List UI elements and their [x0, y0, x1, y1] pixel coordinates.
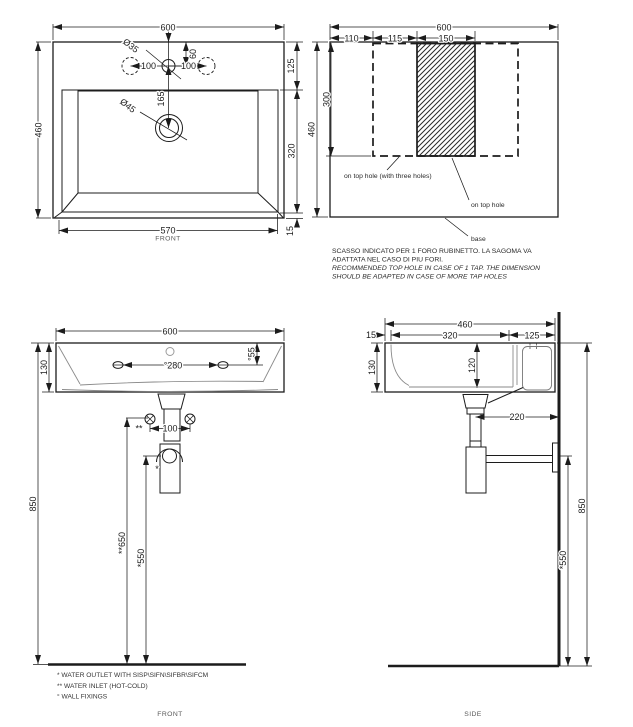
footnote-fixings: ° WALL FIXINGS — [57, 693, 108, 701]
dim-deck-depth: 125 — [286, 58, 296, 74]
dim-side-apron: 130 — [367, 359, 377, 376]
drain-hole-group — [140, 112, 187, 142]
dim-apron-height: 130 — [39, 359, 49, 376]
top-plan-view — [34, 23, 304, 243]
dim-bowl-depth-plan: 320 — [286, 143, 297, 159]
dim-top-plan-width: 600 — [160, 22, 176, 33]
caption-front-elevation: FRONT — [157, 711, 183, 718]
drain-flange — [158, 394, 185, 409]
footnote-inlet: ** WATER INLET (HOT-COLD) — [57, 683, 148, 690]
dim-hole-right: 100 — [180, 61, 197, 71]
front-elevation-view — [28, 327, 284, 719]
dim-side-lip: 15 — [365, 330, 377, 340]
notes-block — [332, 248, 540, 281]
top-plan-dimension-lines — [33, 24, 303, 237]
drain-hole-inner — [160, 119, 179, 138]
single-hole-cutout — [417, 44, 475, 157]
one-hole-leader — [452, 158, 469, 200]
dim-tap-from-top: 60 — [188, 48, 198, 60]
label-base: base — [471, 236, 486, 243]
siphon-trap-front — [157, 444, 183, 493]
label-one-hole: on top hole — [471, 202, 505, 209]
dim-total-height-side: 850 — [577, 498, 587, 514]
note-line-4: SHOULD BE ADAPTED IN CASE OF MORE TAP HOLES — [332, 273, 507, 281]
dim-side-depth: 460 — [457, 319, 473, 330]
dim-seg1: 110 — [344, 33, 359, 44]
front-elev-dimension-lines — [31, 328, 284, 665]
water-inlet-symbol-left — [145, 414, 155, 424]
dim-outlet-height-front: *550 — [136, 548, 146, 568]
dim-base-width: 600 — [436, 22, 452, 33]
dim-top-plan-height: 460 — [33, 122, 44, 138]
dim-cut-height: 300 — [321, 91, 332, 108]
dim-bowl-inner-depth: 120 — [467, 357, 477, 374]
note-line-2: ADATTATA NEL CASO DI PIU FORI. — [332, 256, 444, 264]
dim-inlet-span: 100 — [162, 423, 178, 434]
drain-plumbing-front — [145, 394, 195, 493]
label-three-holes: on top hole (with three holes) — [344, 173, 432, 180]
dim-drain-diameter: Ø45 — [118, 96, 138, 115]
dim-seg3: 150 — [438, 33, 454, 44]
footnotes-block — [57, 672, 208, 701]
dim-side-bowl: 320 — [442, 330, 458, 341]
dim-total-height-front: 850 — [28, 496, 38, 512]
dim-front-width: 600 — [162, 326, 178, 337]
drain-flange-side — [463, 395, 488, 409]
marker-inlet: ** — [135, 423, 143, 434]
footnote-outlet: * WATER OUTLET WITH SISP\SIFN\SIFBR\SIFCM — [57, 672, 209, 679]
dim-base-height: 460 — [306, 121, 317, 138]
drain-channel-line — [488, 388, 523, 404]
dim-inlet-height: **650 — [117, 531, 127, 555]
dim-fixing-span: °280 — [163, 360, 183, 371]
dim-hole-left: 100 — [140, 61, 157, 71]
drain-plumbing-side — [463, 388, 560, 494]
dim-tap-diameter: Ø35 — [121, 36, 141, 55]
base-plan-view — [307, 23, 559, 281]
water-inlet-symbol-right — [185, 414, 195, 424]
note-line-1: SCASSO INDICATO PER 1 FORO RUBINETTO. LA SAGOMA VA — [332, 248, 532, 255]
caption-side-elevation: SIDE — [464, 711, 482, 718]
note-line-3: RECOMMENDED TOP HOLE IN CASE OF 1 TAP. THE DIMENSION — [332, 265, 541, 272]
dim-outlet-height-side: *550 — [558, 550, 568, 570]
dim-tap-to-drain: 165 — [156, 91, 166, 107]
dim-trap-to-wall: 220 — [509, 412, 525, 422]
marker-outlet: * — [155, 464, 159, 474]
tailpipe-side — [470, 414, 481, 441]
dim-seg2: 115 — [387, 33, 403, 44]
caption-top-plan-front: FRONT — [155, 235, 181, 243]
dim-lip: 15 — [285, 225, 295, 237]
side-elevation-view — [366, 312, 592, 718]
three-hole-leader — [387, 157, 399, 170]
siphon-trap-side — [466, 447, 486, 493]
dim-bottom-width: 570 — [160, 225, 176, 236]
dim-fixing-drop: °55 — [246, 347, 257, 361]
tap-hole-front — [166, 348, 174, 356]
overflow-cavity — [523, 347, 552, 391]
base-leader — [445, 218, 468, 236]
dim-side-back: 125 — [524, 330, 540, 341]
